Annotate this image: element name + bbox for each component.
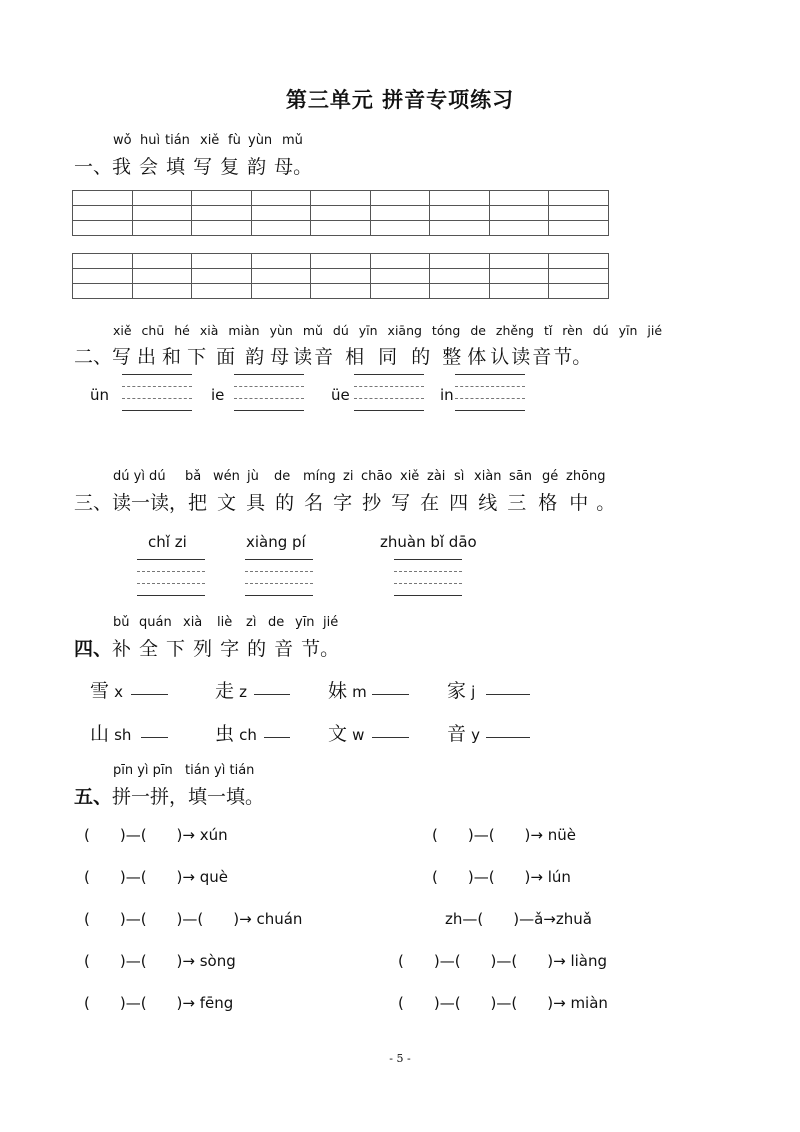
s3-word-ruler: chǐ zi xyxy=(148,533,187,551)
s1-pinyin: wǒ huì tián xiě fù yùn mǔ xyxy=(113,133,303,148)
s4-item-xue: 雪 x xyxy=(90,680,123,702)
s2-label-ue: üe xyxy=(331,386,350,404)
s4-question: 四、补全下列字的音节。 xyxy=(74,638,340,660)
s5-row2-left: ( )—( )→ què xyxy=(84,868,229,886)
writing-grid-2 xyxy=(72,253,609,299)
s2-label-in: in xyxy=(440,386,454,404)
s3-word-eraser: xiàng pí xyxy=(246,533,306,551)
s4-pinyin: bǔ quán xià liè zì de yīn jié xyxy=(113,615,339,630)
s2-label-ie: ie xyxy=(211,386,225,404)
s4-item-wen: 文 w xyxy=(328,723,365,745)
s2-question: 二、写出和下面韵母读音相同的整体认读音节。 xyxy=(74,346,592,368)
s5-row5-right: ( )—( )—( )→ miàn xyxy=(398,994,608,1012)
s4-item-shan: 山 sh xyxy=(90,723,132,745)
s5-question: 五、拼一拼，填一填。 xyxy=(74,786,265,808)
s5-row5-left: ( )—( )→ fēng xyxy=(84,994,234,1012)
s4-item-jia: 家 j xyxy=(447,680,476,702)
s5-row1-right: ( )—( )→ nüè xyxy=(432,826,576,844)
s5-row2-right: ( )—( )→ lún xyxy=(432,868,571,886)
page-title: 第三单元 拼音专项练习 xyxy=(285,87,515,112)
s2-pinyin: xiě chū hé xià miàn yùn mǔ dú yīn xiāng tóng de zhěng tǐ rèn dú yīn jié xyxy=(113,323,663,338)
s4-item-mei: 妹 m xyxy=(328,680,367,702)
s5-row3-right: zh—( )—ǎ→zhuǎ xyxy=(445,910,592,928)
s3-question: 三、读一读，把文具的名字抄写在四线三格中。 xyxy=(74,492,616,514)
s2-label-un: ün xyxy=(90,386,110,404)
s4-item-chong: 虫 ch xyxy=(215,723,257,745)
s5-pinyin: pīn yì pīn tián yì tián xyxy=(113,763,255,778)
s5-row4-right: ( )—( )—( )→ liàng xyxy=(398,952,608,970)
s5-row3-left: ( )—( )—( )→ chuán xyxy=(84,910,303,928)
s3-pinyin: dú yì dú bǎ wén jù de míng zi chāo xiě zài sì xiàn sān gé zhōng xyxy=(113,469,606,484)
s4-item-yin: 音 y xyxy=(447,723,480,745)
s5-row4-left: ( )—( )→ sòng xyxy=(84,952,236,970)
s3-word-sharpener: zhuàn bǐ dāo xyxy=(380,533,477,551)
s5-row1-left: ( )—( )→ xún xyxy=(84,826,228,844)
page-number: - 5 - xyxy=(389,1052,411,1065)
s4-item-zou: 走 z xyxy=(215,680,247,702)
writing-grid-1 xyxy=(72,190,609,236)
s1-question: 一、我会填写复韵母。 xyxy=(74,156,313,178)
